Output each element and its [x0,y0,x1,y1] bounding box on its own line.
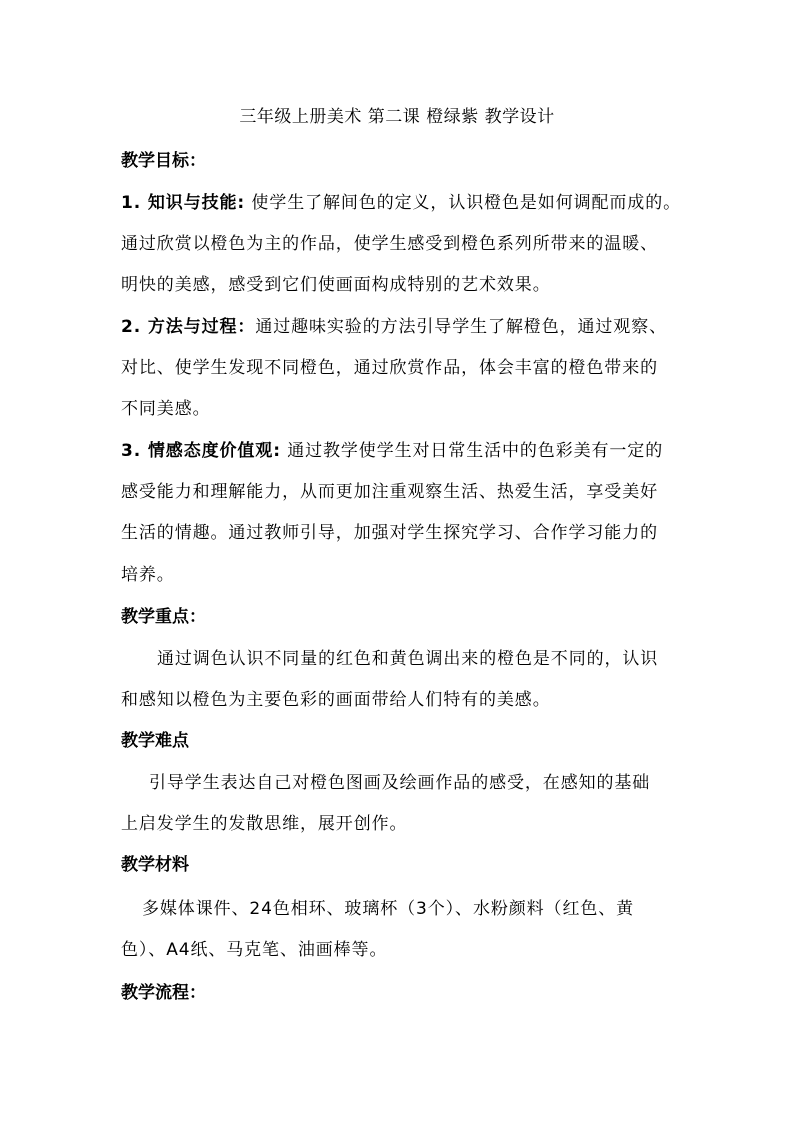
objective-2-line-1 [121,313,681,341]
objectives-heading: 教学目标： [121,151,206,171]
objective-3-line-3: 生活的情趣。通过教师引导，加强对学生探究学习、合作学习能力的 [121,523,658,543]
objective-1-line-1 [121,189,681,217]
key-points-line-2: 和感知以橙色为主要色彩的画面带给人们特有的美感。 [121,690,551,710]
objective-3-line-4: 培养。 [121,565,175,585]
objective-1-line-2: 通过欣赏以橙色为主的作品，使学生感受到橙色系列所带来的温暖、 [121,234,658,254]
objective-2-line-2: 对比、使学生发现不同橙色，通过欣赏作品，体会丰富的橙色带来的 [121,358,658,378]
objective-2-label: 2. 方法与过程： [121,317,256,337]
document-title: 三年级上册美术 第二课 橙绿紫 教学设计 [239,107,555,127]
key-points-heading: 教学重点： [121,607,206,627]
materials-line-1: 多媒体课件、24色相环、玻璃杯（3个）、水粉颜料（红色、黄 [142,899,635,919]
process-heading: 教学流程： [121,983,206,1003]
objective-1-label: 1. 知识与技能: [121,193,246,213]
materials-heading: 教学材料 [121,855,189,875]
difficulties-line-2: 上启发学生的发散思维，展开创作。 [121,814,408,834]
objective-2-text: 通过趣味实验的方法引导学生了解橙色，通过观察、 [255,317,668,337]
difficulties-heading: 教学难点 [121,731,189,751]
materials-line-2: 色）、A4纸、马克笔、油画棒等。 [121,940,388,960]
objective-3-line-1 [121,437,681,465]
objective-3-label: 3. 情感态度价值观: [121,441,281,461]
objective-2-line-3: 不同美感。 [121,399,211,419]
objective-1-line-3: 明快的美感，感受到它们使画面构成特别的艺术效果。 [121,275,551,295]
objective-3-line-2: 感受能力和理解能力，从而更加注重观察生活、热爱生活，享受美好 [121,482,658,502]
key-points-line-1: 通过调色认识不同量的红色和黄色调出来的橙色是不同的，认识 [157,649,659,669]
objective-1-text: 使学生了解间色的定义，认识橙色是如何调配而成的。 [245,193,682,213]
difficulties-line-1: 引导学生表达自己对橙色图画及绘画作品的感受，在感知的基础 [149,773,651,793]
objective-3-text: 通过教学使学生对日常生活中的色彩美有一定的 [280,441,664,461]
